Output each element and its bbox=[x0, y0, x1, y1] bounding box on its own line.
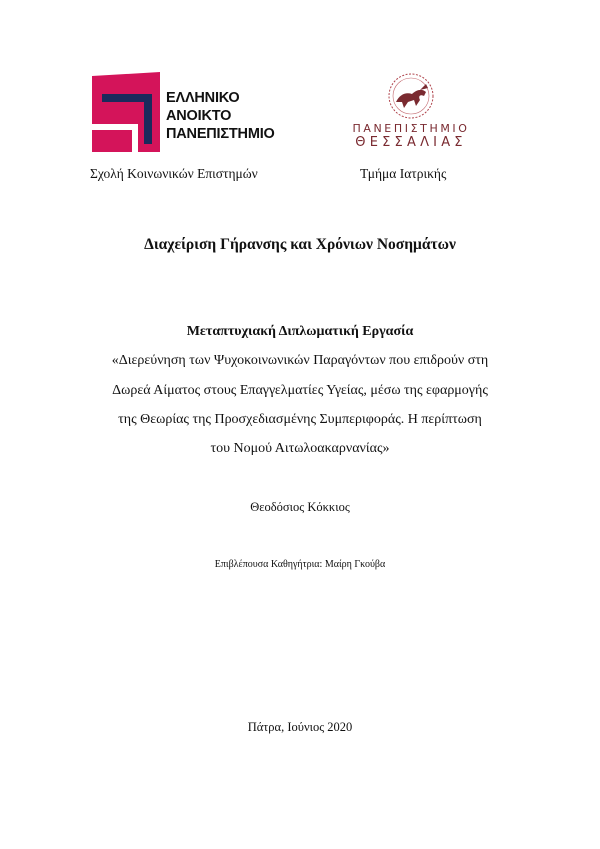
uth-logo bbox=[336, 72, 486, 152]
eap-logo-line-2: ΑΝΟΙΚΤΟ bbox=[166, 108, 232, 124]
eap-logo bbox=[92, 72, 302, 152]
program-title: Διαχείριση Γήρανσης και Χρόνιων Νοσημάτων bbox=[144, 236, 456, 253]
department-name: Τμήμα Ιατρικής bbox=[360, 166, 447, 181]
thesis-title-line-1: «Διερεύνηση των Ψυχοκοινωνικών Παραγόντων που επιδρούν στη bbox=[111, 353, 489, 368]
thesis-title-line-4: του Νομού Αιτωλοακαρνανίας» bbox=[210, 441, 390, 456]
school-name: Σχολή Κοινωνικών Επιστημών bbox=[90, 166, 258, 181]
thesis-title-line-2: Δωρεά Αίματος στους Επαγγελματίες Υγείας, μέσω της εφαρμογής bbox=[112, 383, 488, 398]
eap-logo-line-3: ΠΑΝΕΠΙΣΤΗΜΙΟ bbox=[166, 126, 275, 142]
eap-logo-line-1: ΕΛΛΗΝΙΚΟ bbox=[166, 90, 240, 106]
author-name: Θεοδόσιος Κόκκιος bbox=[250, 500, 350, 514]
uth-seal-icon bbox=[376, 72, 446, 122]
place-date: Πάτρα, Ιούνιος 2020 bbox=[247, 720, 353, 734]
supervisor: Επιβλέπουσα Καθηγήτρια: Μαίρη Γκούβα bbox=[214, 559, 386, 570]
thesis-type: Μεταπτυχιακή Διπλωματική Εργασία bbox=[186, 324, 414, 339]
uth-logo-line-2: ΘΕΣΣΑΛΙΑΣ bbox=[355, 135, 467, 150]
eap-logo-mark-icon bbox=[92, 72, 160, 152]
thesis-title-line-3: της Θεωρίας της Προσχεδιασμένης Συμπεριφοράς. Η περίπτωση bbox=[118, 412, 482, 427]
uth-logo-line-1: ΠΑΝΕΠΙΣΤΗΜΙΟ bbox=[352, 122, 470, 135]
